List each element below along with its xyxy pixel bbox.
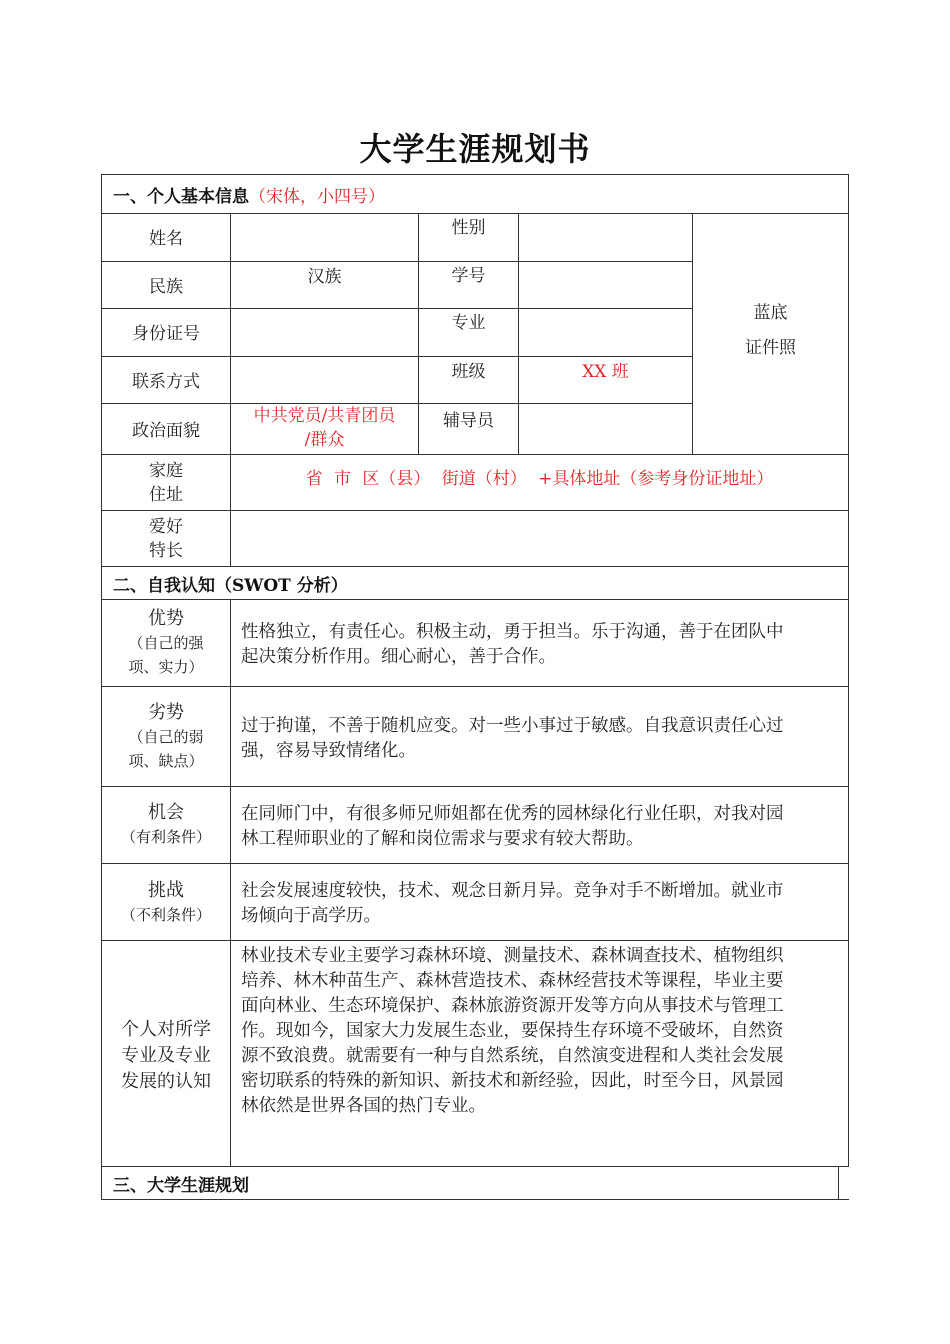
major-view-label-line2: 专业及专业 xyxy=(121,1045,211,1066)
section-personal-info-note: （宋体，小四号） xyxy=(249,186,385,207)
table-border-right xyxy=(848,174,849,1166)
major-view-label-line3: 发展的认知 xyxy=(121,1071,211,1092)
weakness-label: 劣势 xyxy=(148,702,184,723)
counselor-label: 辅导员 xyxy=(443,411,494,431)
strength-sub-line2: 项、实力） xyxy=(128,658,204,676)
strength-label-cell xyxy=(101,606,231,680)
major-view-text xyxy=(231,944,848,1119)
address-label xyxy=(101,458,231,508)
opportunity-label-cell xyxy=(101,800,231,850)
strength-sub-line1: （自己的强 xyxy=(128,634,204,652)
strength-text xyxy=(231,620,848,670)
gender-label: 性别 xyxy=(451,218,486,238)
opportunity-text xyxy=(231,802,848,852)
address-label-line1: 家庭 xyxy=(149,461,183,481)
strength-text-line2: 起决策分析作用。细心耐心，善于合作。 xyxy=(241,647,556,667)
divider xyxy=(838,1166,839,1200)
weakness-text xyxy=(231,714,848,764)
major-view-label-cell xyxy=(101,1017,231,1095)
weakness-sub-line1: （自己的弱 xyxy=(128,728,204,746)
opportunity-sub-line1: （有利条件） xyxy=(120,828,211,846)
section-swot-label: 二、自我认知（SWOT 分析） xyxy=(113,575,348,596)
major-view-label-line1: 个人对所学 xyxy=(121,1019,211,1040)
address-value: 省 市 区（县） 街道（村） +具体地址（参考身份证地址） xyxy=(305,469,774,489)
student-id-value xyxy=(519,262,692,308)
address-label-line2: 住址 xyxy=(149,485,183,505)
gender-value xyxy=(519,214,692,261)
political-value-line2: /群众 xyxy=(304,430,345,450)
hobby-value xyxy=(231,511,848,566)
opportunity-label: 机会 xyxy=(148,802,184,823)
major-view-line: 面向林业、生态环境保护、森林旅游资源开发等方向从事技术与管理工 xyxy=(241,996,784,1016)
opportunity-text-line1: 在同师门中，有很多师兄师姐都在优秀的园林绿化行业任职，对我对园 xyxy=(241,804,784,824)
threat-text-line2: 场倾向于高学历。 xyxy=(241,906,381,926)
opportunity-text-line2: 林工程师职业的了解和岗位需求与要求有较大帮助。 xyxy=(241,829,644,849)
weakness-label-cell xyxy=(101,700,231,774)
threat-text xyxy=(231,879,848,929)
hobby-label-line2: 特长 xyxy=(149,541,183,561)
contact-label: 联系方式 xyxy=(132,372,200,392)
counselor-value xyxy=(519,404,692,454)
divider xyxy=(101,940,849,941)
divider xyxy=(101,599,849,600)
political-value xyxy=(231,405,418,451)
political-value-line1: 中共党员/共青团员 xyxy=(253,406,396,426)
photo-placeholder xyxy=(693,296,848,366)
divider xyxy=(101,786,849,787)
section-career-plan-header xyxy=(101,1167,838,1199)
contact-value xyxy=(231,357,418,403)
threat-label-cell xyxy=(101,878,231,928)
section-personal-info-label: 一、个人基本信息 xyxy=(113,186,249,207)
weakness-text-line1: 过于拘谨，不善于随机应变。对一些小事过于敏感。自我意识责任心过 xyxy=(241,716,784,736)
weakness-text-line2: 强，容易导致情绪化。 xyxy=(241,741,416,761)
major-label: 专业 xyxy=(451,313,486,333)
name-label: 姓名 xyxy=(149,229,183,249)
id-card-label: 身份证号 xyxy=(132,324,200,344)
weakness-sub-line2: 项、缺点） xyxy=(128,752,204,770)
strength-text-line1: 性格独立，有责任心。积极主动，勇于担当。乐于沟通，善于在团队中 xyxy=(241,622,784,642)
section-swot-header xyxy=(101,567,848,599)
divider xyxy=(101,863,849,864)
id-card-value xyxy=(231,309,418,356)
class-label: 班级 xyxy=(451,362,486,382)
student-id-label: 学号 xyxy=(451,266,486,286)
major-view-line: 林依然是世界各国的热门专业。 xyxy=(241,1096,486,1116)
class-value: XX 班 xyxy=(582,362,629,382)
section-personal-info-header xyxy=(101,175,848,213)
major-view-line: 源不致浪费。就需要有一种与自然系统，自然演变进程和人类社会发展 xyxy=(241,1046,784,1066)
photo-placeholder-line1: 蓝底 xyxy=(753,303,788,323)
table-border-bottom xyxy=(101,1199,849,1200)
photo-placeholder-line2: 证件照 xyxy=(745,338,796,358)
strength-label: 优势 xyxy=(148,608,184,629)
major-view-line: 林业技术专业主要学习森林环境、测量技术、森林调查技术、植物组织 xyxy=(241,946,784,966)
threat-text-line1: 社会发展速度较快，技术、观念日新月异。竞争对手不断增加。就业市 xyxy=(241,881,784,901)
political-label: 政治面貌 xyxy=(132,421,200,441)
major-value xyxy=(519,309,692,356)
major-view-line: 作。现如今，国家大力发展生态业，要保持生存环境不受破坏，自然资 xyxy=(241,1021,784,1041)
section-career-plan-label: 三、大学生涯规划 xyxy=(113,1175,249,1196)
name-value xyxy=(231,214,418,261)
document-title: 大学生涯规划书 xyxy=(359,130,591,168)
hobby-label-line1: 爱好 xyxy=(149,517,183,537)
threat-label: 挑战 xyxy=(148,880,184,901)
ethnicity-value: 汉族 xyxy=(307,267,342,287)
divider xyxy=(101,686,849,687)
hobby-label xyxy=(101,514,231,564)
major-view-line: 密切联系的特殊的新知识、新技术和新经验，因此，时至今日，风景园 xyxy=(241,1071,784,1091)
ethnicity-label: 民族 xyxy=(149,277,183,297)
threat-sub-line1: （不利条件） xyxy=(120,906,211,924)
major-view-line: 培养、林木种苗生产、森林营造技术、森林经营技术等课程，毕业主要 xyxy=(241,971,784,991)
